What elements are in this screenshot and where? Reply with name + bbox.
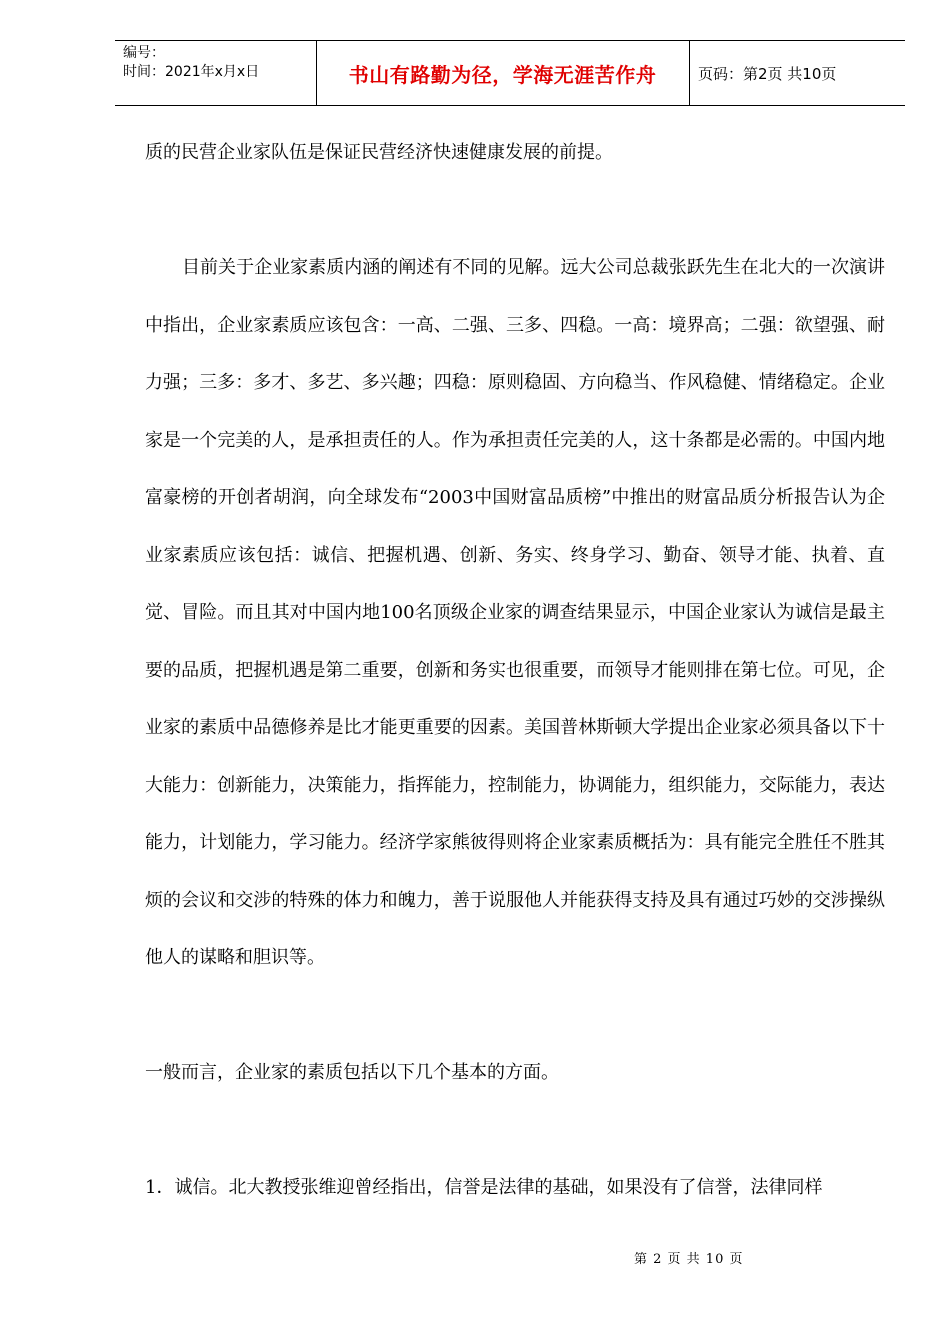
page-footer: 第 2 页 共 10 页 <box>634 1252 744 1267</box>
header-meta <box>123 44 259 82</box>
paragraph: 一般而言，企业家的素质包括以下几个基本的方面。 <box>145 1062 559 1083</box>
number-label: 编号： <box>123 45 165 61</box>
header-page-info: 页码：第2页 共10页 <box>698 64 837 83</box>
header-motto: 书山有路勤为径，学海无涯苦作舟 <box>348 62 657 87</box>
paragraph: 质的民营企业家队伍是保证民营经济快速健康发展的前提。 <box>145 142 613 163</box>
paragraph-gap <box>145 182 885 240</box>
document-body <box>145 124 885 1217</box>
time-label: 时间：2021年x月x日 <box>123 64 260 80</box>
paragraph: 目前关于企业家素质内涵的阐述有不同的见解。远大公司总裁张跃先生在北大的一次演讲中指出，企业家素质应该包含：一高、二强、三多、四稳。一高：境界高；二强：欲望强、耐力强；三多：多才、多艺、多兴趣；四稳：原则稳固、方向稳当、作风稳健、情绪稳定。企业家是一个完美的人，是承担责任的人。作为承担责任完美的人，这十条都是必需的。中国内地富豪榜的开创者胡润，向全球发布“2003中国财富品质榜”中推出的财富品质分析报告认为企业家素质应该包括：诚信、把握机遇、创新、务实、终身学习、勤奋、领导才能、执着、直觉、冒险。而且其对中国内地100名顶级企业家的调查结果显示，中国企业家认为诚信是最主要的品质，把握机遇是第二重要，创新和务实也很重要，而领导才能则排在第七位。可见，企业家的素质中品德修养是比才能更重要的因素。美国普林斯顿大学提出企业家必须具备以下十大能力：创新能力，决策能力，指挥能力，控制能力，协调能力，组织能力，交际能力，表达能力，计划能力，学习能力。经济学家熊彼得则将企业家素质概括为：具有能完全胜任不胜其烦的会议和交涉的特殊的体力和魄力，善于说服他人并能获得支持及具有通过巧妙的交涉操纵他人的谋略和胆识等。 <box>145 257 885 968</box>
paragraph-gap <box>145 987 885 1045</box>
paragraph-gap <box>145 1102 885 1160</box>
paragraph: 1．诚信。北大教授张维迎曾经指出，信誉是法律的基础，如果没有了信誉，法律同样 <box>145 1177 823 1198</box>
page-header <box>115 40 905 106</box>
header-divider <box>689 41 690 105</box>
